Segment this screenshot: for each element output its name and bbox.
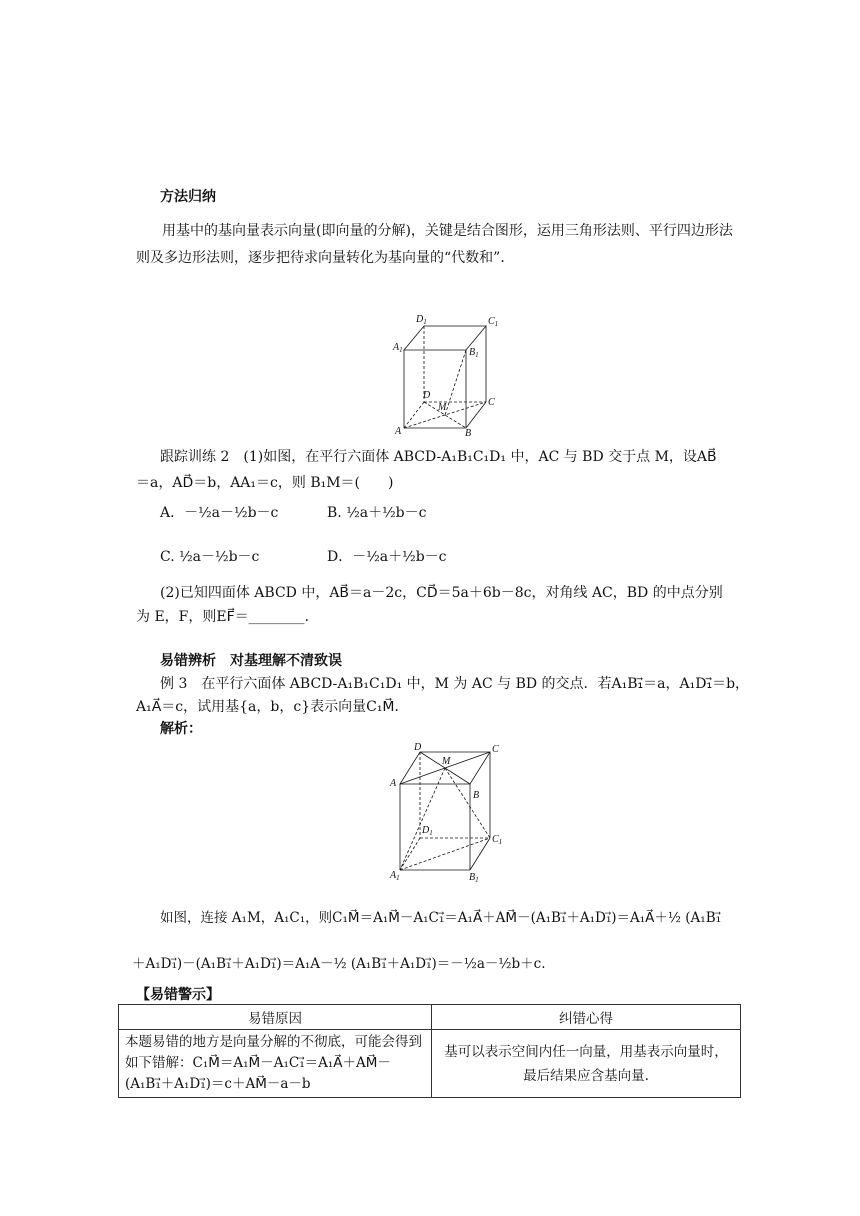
practice-question2-line1: (2)已知四面体 ABCD 中，AB⃗＝a－2c，CD⃗＝5a＋6b－8c，对角线 AC，BD 的中点分别 xyxy=(160,585,723,601)
parallelepiped-figure-1 xyxy=(388,310,508,438)
fig1-label-M: M xyxy=(438,402,447,413)
practice-question2-line2: 为 E，F，则EF⃗＝________． xyxy=(136,609,319,625)
fig2-label-C: C xyxy=(492,744,499,755)
parallelepiped-figure-2 xyxy=(384,738,508,884)
option-b: B. ½a＋½b－c xyxy=(327,505,427,521)
fig2-label-B: B xyxy=(473,790,480,801)
col-header-lesson: 纠错心得 xyxy=(432,1005,741,1030)
cell-cause: 本题易错的地方是向量分解的不彻底，可能会得到如下错解：C₁M⃗＝A₁M⃗－A₁C₁⃗＝A₁A⃗＋AM⃗－(A₁B₁⃗＋A₁D₁⃗)＝c＋AM⃗－a－b xyxy=(119,1030,432,1098)
option-a: A．－½a－½b－c xyxy=(160,505,279,521)
fig2-label-D1: $D_1$ xyxy=(422,825,433,837)
col-header-cause: 易错原因 xyxy=(119,1005,432,1030)
option-d: D．－½a＋½b－c xyxy=(327,549,447,565)
option-c: C. ½a－½b－c xyxy=(160,549,260,565)
fig1-label-A1: $A_1$ xyxy=(393,342,403,354)
fig1-label-C1: $C_1$ xyxy=(488,316,499,328)
fig2-label-B1: $B_1$ xyxy=(469,872,479,884)
fig2-label-M: M xyxy=(442,756,451,767)
fig1-label-B1: $B_1$ xyxy=(469,347,479,359)
fig2-label-D: D xyxy=(414,742,422,753)
fig2-label-C1: $C_1$ xyxy=(492,834,503,846)
method-text: 用基中的基向量表示向量(即向量的分解)，关键是结合图形，运用三角形法则、平行四边形法则及多边形法则，逐步把待求向量转化为基向量的“代数和”． xyxy=(136,223,733,266)
solution-line2: ＋A₁D₁⃗)－(A₁B₁⃗＋A₁D₁⃗)＝A₁A－½ (A₁B₁⃗＋A₁D₁⃗)＝－½a－½b＋c. xyxy=(132,956,546,972)
table-header-row xyxy=(119,1005,741,1030)
practice-question-line1: 跟踪训练 2 (1)如图，在平行六面体 ABCD-A₁B₁C₁D₁ 中，AC 与 BD 交于点 M，设AB⃗ xyxy=(160,449,717,465)
fig1-label-B: B xyxy=(465,428,472,438)
fig2-label-A1: $A_1$ xyxy=(390,870,400,882)
warning-table xyxy=(118,1004,741,1098)
example-line1: 例 3 在平行六面体 ABCD-A₁B₁C₁D₁ 中，M 为 AC 与 BD 的交点．若A₁B₁⃗＝a，A₁D₁⃗＝b， xyxy=(160,676,750,692)
fig1-label-D1: $D_1$ xyxy=(416,314,427,326)
fig1-label-D: D xyxy=(423,390,431,401)
solution-line1: 如图，连接 A₁M，A₁C₁，则C₁M⃗＝A₁M⃗－A₁C₁⃗＝A₁A⃗＋AM⃗－(A₁B₁⃗＋A₁D₁⃗)＝A₁A⃗＋½ (A₁B₁⃗ xyxy=(160,910,722,926)
method-heading: 方法归纳 xyxy=(160,189,216,205)
error-analysis-heading: 易错辨析 对基理解不清致误 xyxy=(160,653,342,669)
table-row xyxy=(119,1030,741,1098)
fig1-label-C: C xyxy=(488,397,495,408)
fig1-label-A: A xyxy=(395,426,402,437)
practice-question-line2: ＝a，AD⃗＝b，AA₁＝c，则 B₁M＝( ) xyxy=(136,475,394,491)
example-line2: A₁A⃗＝c，试用基{a，b，c}表示向量C₁M⃗． xyxy=(136,699,409,715)
warning-heading: 【易错警示】 xyxy=(136,987,220,1003)
cell-lesson: 基可以表示空间内任一向量，用基表示向量时，最后结果应含基向量. xyxy=(432,1030,741,1098)
fig2-label-A: A xyxy=(390,778,397,789)
solution-label: 解析： xyxy=(160,721,202,737)
